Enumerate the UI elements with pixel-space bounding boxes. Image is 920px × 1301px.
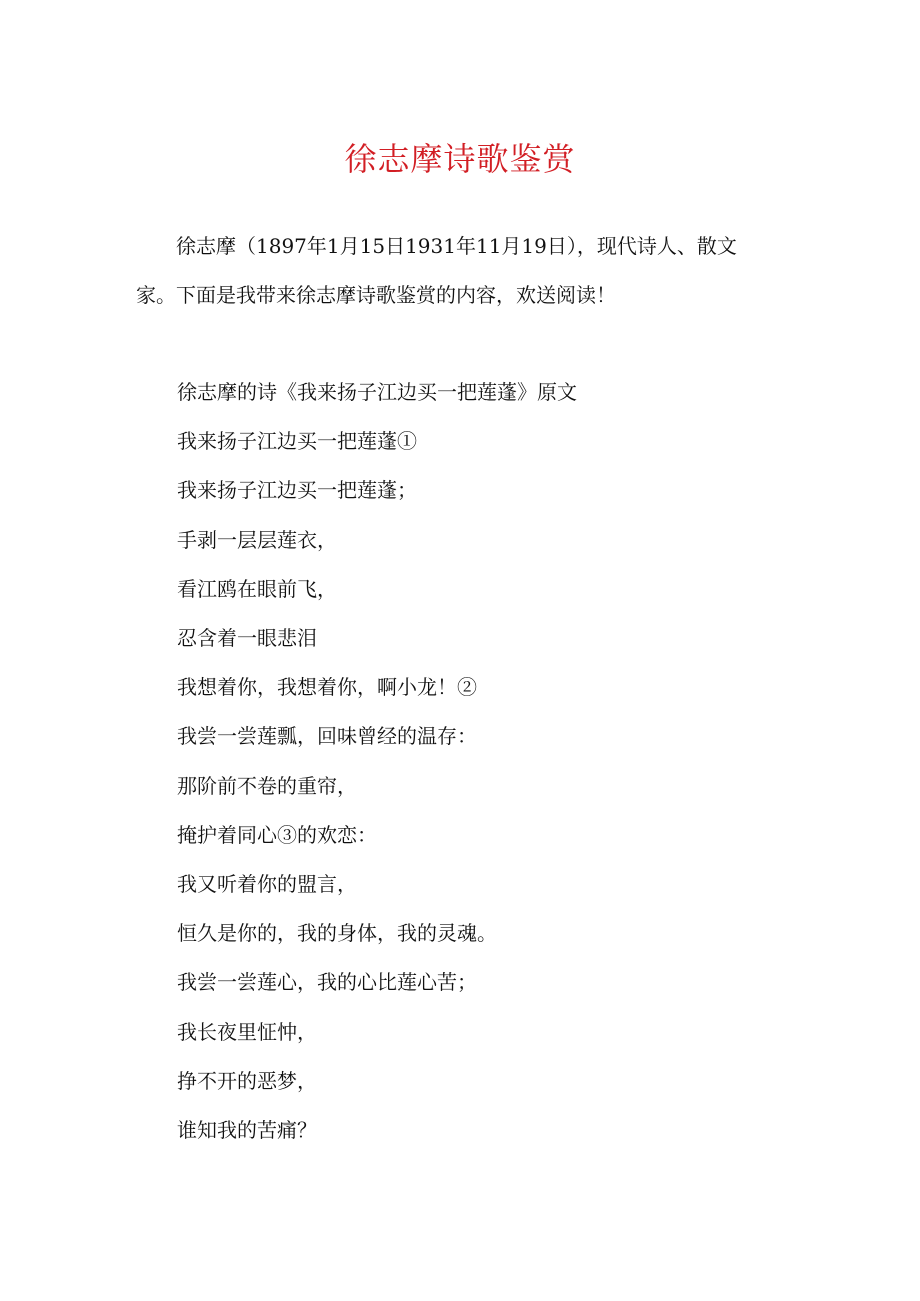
poem-line: 我尝一尝莲心，我的心比莲心苦； — [177, 970, 477, 995]
poem-line: 手剥一层层莲衣， — [177, 527, 337, 552]
intro-line-2: 家。下面是我带来徐志摩诗歌鉴赏的内容，欢送阅读！ — [136, 283, 616, 307]
poem-line: 我来扬子江边买一把莲蓬① — [177, 429, 417, 454]
poem-heading: 徐志摩的诗《我来扬子江边买一把莲蓬》原文 — [177, 380, 577, 404]
poem-line: 我想着你，我想着你，啊小龙！② — [177, 675, 477, 700]
intro-line-1: 徐志摩（1897年1月15日1931年11月19日），现代诗人、散文 — [176, 234, 737, 258]
intro-paragraph — [136, 222, 776, 320]
poem-line: 谁知我的苦痛？ — [177, 1118, 317, 1143]
document-title: 徐志摩诗歌鉴赏 — [344, 140, 576, 178]
poem-line: 那阶前不卷的重帘， — [177, 773, 357, 798]
poem-line: 恒久是你的，我的身体，我的灵魂。 — [177, 921, 497, 946]
poem-line: 掩护着同心③的欢恋： — [177, 822, 377, 847]
poem-line: 我又听着你的盟言， — [177, 872, 357, 897]
poem-line: 看江鸥在眼前飞， — [177, 576, 337, 601]
poem-line: 我来扬子江边买一把莲蓬； — [177, 478, 417, 503]
poem-line: 忍含着一眼悲泪 — [177, 626, 317, 651]
poem-line: 我长夜里怔忡， — [177, 1019, 317, 1044]
poem-line: 挣不开的恶梦， — [177, 1068, 317, 1093]
poem-line: 我尝一尝莲瓢，回味曾经的温存： — [177, 724, 477, 749]
poem-section — [177, 368, 777, 1155]
